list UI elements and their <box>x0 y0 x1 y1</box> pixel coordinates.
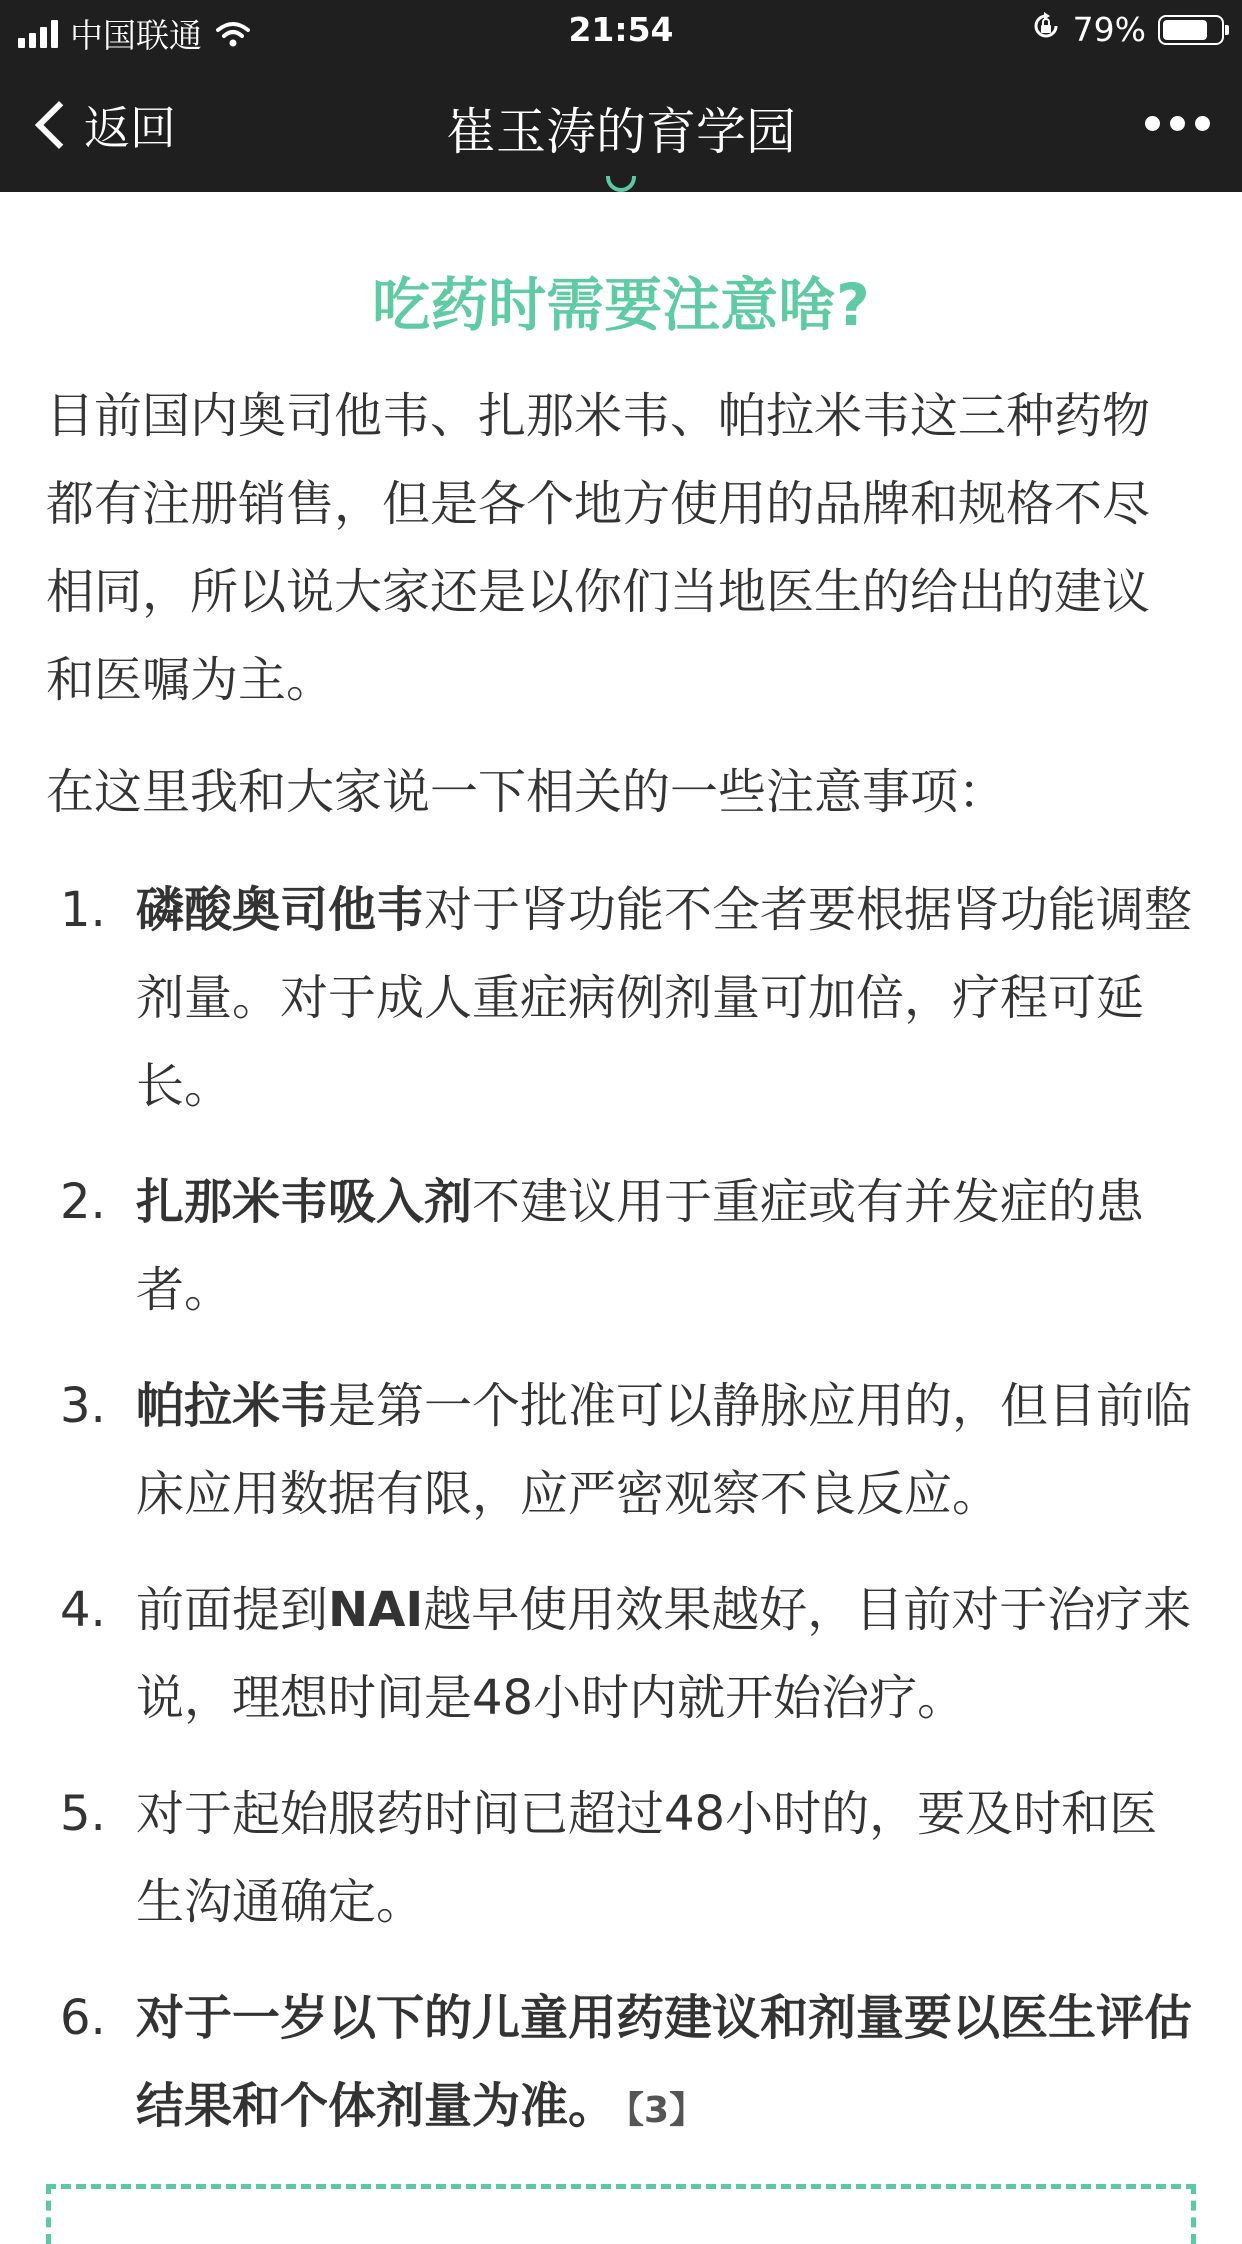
article-heading: 吃药时需要注意啥? <box>372 271 870 339</box>
list-number: 4. <box>60 1582 106 1638</box>
notes-list <box>46 866 1196 2150</box>
list-number: 6. <box>60 1990 106 2046</box>
status-time: 21:54 <box>568 10 674 49</box>
drug-name: 帕拉米韦 <box>136 1378 329 1434</box>
status-right <box>1031 10 1224 49</box>
more-icon[interactable] <box>1145 116 1210 131</box>
reference-marker[interactable]: 【3】 <box>626 2090 706 2131</box>
rotation-lock-icon <box>1031 10 1061 49</box>
back-label: 返回 <box>84 101 176 155</box>
list-text-bold: 对于一岁以下的儿童用药建议和剂量要以医生评估结果和个体剂量为准。 <box>136 1990 1193 2134</box>
list-text-prefix: 前面提到 <box>136 1582 329 1638</box>
list-number: 5. <box>60 1786 106 1842</box>
term-nai: NAI <box>328 1582 424 1638</box>
list-item <box>46 1362 1196 1538</box>
list-text: 不建议用于重症或有并发症的患者。 <box>136 1174 1145 1318</box>
article-paragraph-1: 目前国内奥司他韦、扎那米韦、帕拉米韦这三种药物都有注册销售，但是各个地方使用的品牌和规格不尽相同，所以说大家还是以你们当地医生的给出的建议和医嘱为主。 <box>46 388 1151 708</box>
battery-icon <box>1158 15 1224 45</box>
article-paragraph-2: 在这里我和大家说一下相关的一些注意事项： <box>46 764 1007 820</box>
carrier-name: 中国联通 <box>70 16 202 55</box>
list-item <box>46 1974 1196 2150</box>
drug-name: 扎那米韦吸入剂 <box>136 1174 473 1230</box>
page-title: 崔玉涛的育学园 <box>446 103 796 161</box>
list-item <box>46 1566 1196 1742</box>
status-bar <box>0 0 1242 62</box>
list-item <box>46 1770 1196 1946</box>
list-number: 3. <box>60 1378 106 1434</box>
navigation-bar <box>0 72 1242 182</box>
list-number: 2. <box>60 1174 106 1230</box>
list-text: 对于肾功能不全者要根据肾功能调整剂量。对于成人重症病例剂量可加倍，疗程可延长。 <box>136 882 1193 1114</box>
list-text: 对于起始服药时间已超过48小时的，要及时和医生沟通确定。 <box>136 1786 1158 1930</box>
list-text: 是第一个批准可以静脉应用的，但目前临床应用数据有限，应严密观察不良反应。 <box>136 1378 1193 1522</box>
drug-name: 磷酸奥司他韦 <box>136 882 425 938</box>
battery-fill <box>1163 20 1207 40</box>
dashed-box-top <box>46 2184 1196 2244</box>
battery-percent: 79% <box>1072 10 1146 49</box>
list-number: 1. <box>60 882 106 938</box>
list-item <box>46 866 1196 1130</box>
top-bar <box>0 0 1242 192</box>
list-text: 越早使用效果越好，目前对于治疗来说，理想时间是48小时内就开始治疗。 <box>136 1582 1192 1726</box>
list-item <box>46 1158 1196 1334</box>
